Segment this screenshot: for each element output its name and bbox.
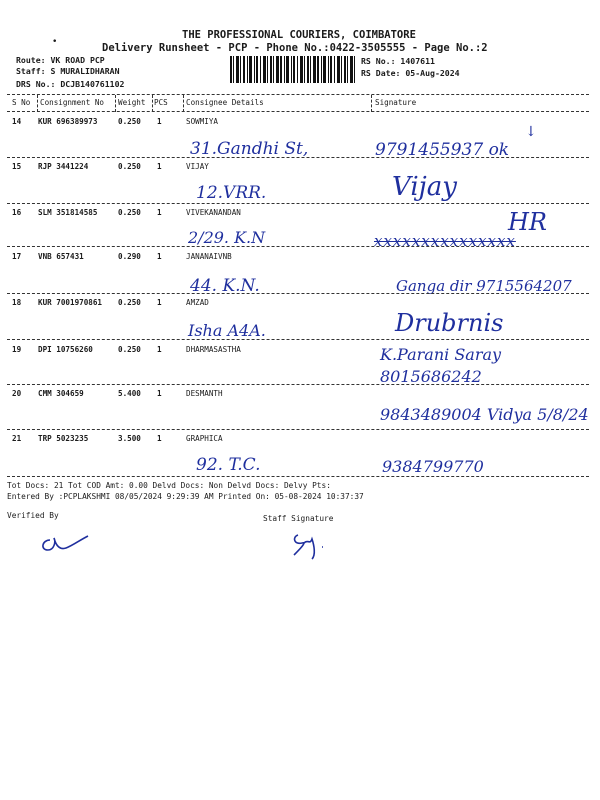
rs-date: RS Date: 05-Aug-2024 [361,68,460,78]
col-header-consignee: Consignee Details [186,98,264,107]
row-address: 92. T.C. [196,455,261,475]
row-divider [7,293,589,294]
row-consignment: CMM 304659 [38,389,84,398]
row-consignee: VIJAY [186,162,209,171]
row-consignment: RJP 3441224 [38,162,89,171]
row-pcs: 1 [157,389,162,398]
col-header-signature: Signature [375,98,417,107]
row-consignee: SOWMIYA [186,117,219,126]
row-divider [7,203,589,204]
route-label: Route: VK ROAD PCP [16,55,105,65]
col-header-consignment: Consignment No [40,98,105,107]
row-consignee: JANANAIVNB [186,252,232,261]
row-weight: 0.250 [118,162,141,171]
row-address: 44. K.N. [190,276,260,296]
row-consignee: GRAPHICA [186,434,223,443]
row-pcs: 1 [157,208,162,217]
row-divider [7,246,589,247]
table-bottom-rule [7,476,589,477]
row-sno: 21 [12,434,22,443]
barcode [230,56,355,83]
row-consignment: KUR 7001970861 [38,298,103,307]
row-weight: 0.250 [118,298,141,307]
row-address: 12.VRR. [196,183,267,203]
row-consignee: DHARMASASTHA [186,345,241,354]
row-divider [7,429,589,430]
row-pcs: 1 [157,162,162,171]
drs-number: DRS No.: DCJB140761102 [16,79,125,89]
staff-label: Staff: S MURALIDHARAN [16,66,120,76]
row-pcs: 1 [157,298,162,307]
row-sno: 20 [12,389,22,398]
rs-number: RS No.: 1407611 [361,56,435,66]
row-consignee: AMZAD [186,298,209,307]
row-divider [7,339,589,340]
row-sno: 17 [12,252,22,261]
row-pcs: 1 [157,252,162,261]
struck-signature: xxxxxxxxxxxxxxx [374,232,516,250]
row-address: 31.Gandhi St, [190,139,309,159]
col-divider [37,95,38,112]
row-signature: K.Parani Saray 8015686242 [380,345,502,386]
table-header-rule [7,111,589,112]
pen-mark-icon: • [52,37,58,47]
row-pcs: 1 [157,117,162,126]
totals-line: Tot Docs: 21 Tot COD Amt: 0.00 Delvd Docs: Non Delvd Docs: Delvy Pts: [7,481,331,490]
row-consignment: TRP 5023235 [38,434,89,443]
row-sno: 15 [12,162,22,171]
verified-by-label: Verified By [7,511,59,520]
row-sno: 16 [12,208,22,217]
col-divider [183,95,184,112]
row-weight: 5.400 [118,389,141,398]
arrow-down-icon: ↓ [525,124,537,140]
row-divider [7,384,589,385]
row-weight: 3.500 [118,434,141,443]
row-weight: 0.290 [118,252,141,261]
row-weight: 0.250 [118,345,141,354]
row-consignment: KUR 696389973 [38,117,98,126]
col-header-sno: S No [12,98,31,107]
row-address: Isha A4A. [188,321,266,340]
row-signature: Vijay [392,172,457,202]
row-consignment: DPI 10756260 [38,345,93,354]
row-pcs: 1 [157,434,162,443]
row-weight: 0.250 [118,117,141,126]
row-signature: HR [508,208,547,236]
staff-signature-mark [288,525,348,563]
row-signature: 9843489004 Vidya 5/8/24 [380,405,589,424]
row-weight: 0.250 [118,208,141,217]
row-signature: Ganga dir 9715564207 [396,277,572,295]
col-divider [115,95,116,112]
runsheet-subtitle: Delivery Runsheet - PCP - Phone No.:0422-3505555 - Page No.:2 [102,42,488,54]
company-name: THE PROFESSIONAL COURIERS, COIMBATORE [182,29,416,41]
row-pcs: 1 [157,345,162,354]
row-consignee: VIVEKANANDAN [186,208,241,217]
staff-signature-label: Staff Signature [263,514,334,523]
col-header-pcs: PCS [154,98,168,107]
row-address: 2/29. K.N [188,228,266,247]
col-header-weight: Weight [118,98,146,107]
col-divider [152,95,153,112]
row-signature: 9384799770 [382,457,484,476]
table-top-rule [7,94,589,95]
verifier-signature-mark [36,528,96,558]
row-sno: 18 [12,298,22,307]
row-sno: 14 [12,117,22,126]
col-divider [371,95,372,112]
row-consignment: SLM 351814585 [38,208,98,217]
row-sno: 19 [12,345,22,354]
entered-by-line: Entered By :PCPLAKSHMI 08/05/2024 9:29:39 AM Printed On: 05-08-2024 10:37:37 [7,492,364,501]
row-consignment: VNB 657431 [38,252,84,261]
row-signature: Drubrnis [395,309,504,337]
row-signature: 9791455937 ok [375,140,510,160]
row-consignee: DESMANTH [186,389,223,398]
row-divider [7,157,589,158]
